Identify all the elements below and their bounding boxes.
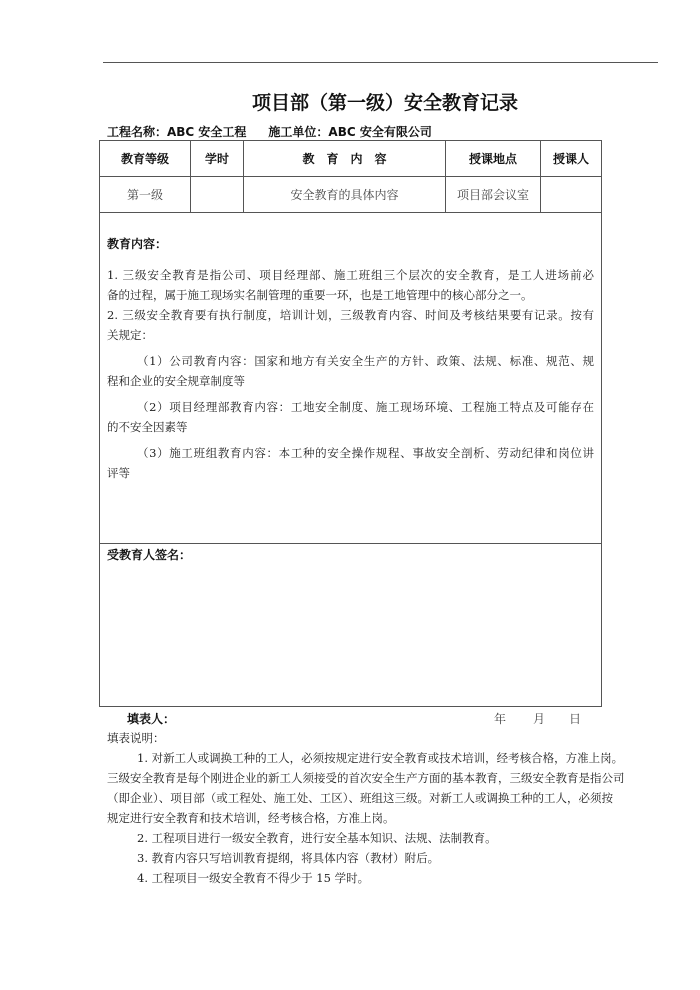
header-row [100,141,602,177]
note-line: 4. 工程项目一级安全教育不得少于 15 学时。 [137,871,370,885]
cell-level: 第一级 [100,177,191,213]
project-info [107,123,454,140]
note-line: 1. 对新工人或调换工种的工人，必须按规定进行安全教育或技术培训，经考核合格，方准上岗。 [137,751,624,765]
page-title: 项目部（第一级）安全教育记录 [251,92,518,114]
content-label: 教育内容： [107,237,168,251]
content-line: （1）公司教育内容：国家和地方有关安全生产的方针、政策、法规、标准、规范、规 [137,354,594,368]
signature-label: 受教育人签名： [107,548,192,562]
note-line: 三级安全教育是每个刚进企业的新工人须接受的首次安全生产方面的基本教育，三级安全教育是指公司 [107,771,625,785]
value-row [100,177,602,213]
content-line: 程和企业的安全规章制度等 [107,374,245,388]
signature-cell [100,544,602,707]
cell-location: 项目部会议室 [446,177,541,213]
contractor: 施工单位：ABC 安全有限公司 [268,125,432,139]
note-line: （即企业）、项目部（或工程处、施工处、工区）、班组这三级。对新工人或调换工种的工人，必须按 [107,791,613,805]
header-rule [103,62,658,63]
content-line: 备的过程，属于施工现场实名制管理的重要一环，也是工地管理中的核心部分之一。 [107,288,533,302]
header-level: 教育等级 [100,141,191,177]
note-line: 2. 工程项目进行一级安全教育，进行安全基本知识、法规、法制教育。 [137,831,497,845]
note-line: 3. 教育内容只写培训教育提纲，将具体内容（教材）附后。 [137,851,440,865]
header-location: 授课地点 [446,141,541,177]
content-line: （2）项目经理部教育内容：工地安全制度、施工现场环境、工程施工特点及可能存在 [137,400,594,414]
date-year: 年 [494,712,507,726]
cell-hours [191,177,244,213]
content-line: 评等 [107,466,130,480]
project-name: 工程名称：ABC 安全工程 [107,125,247,139]
header-instructor: 授课人 [541,141,602,177]
date-month: 月 [533,712,546,726]
cell-instructor [541,177,602,213]
content-text [107,265,594,483]
note-line: 规定进行安全教育和技术培训，经考核合格，方准上岗。 [107,811,395,825]
header-content: 教 育 内 容 [244,141,446,177]
instructions [107,728,625,888]
content-line: 的不安全因素等 [107,420,188,434]
notes-title: 填表说明： [107,731,165,745]
content-line: 1. 三级安全教育是指公司、项目经理部、施工班组三个层次的安全教育，是工人进场前必 [107,268,594,282]
signature-row [100,544,602,707]
filler-label: 填表人： [127,712,176,726]
cell-content: 安全教育的具体内容 [244,177,446,213]
education-record-table [99,140,602,707]
content-line: （3）施工班组教育内容：本工种的安全操作规程、事故安全剖析、劳动纪律和岗位讲 [137,446,594,460]
content-line: 关规定： [107,328,153,342]
content-cell [100,213,602,544]
content-row [100,213,602,544]
date-day: 日 [569,712,582,726]
content-line: 2. 三级安全教育要有执行制度，培训计划，三级教育内容、时间及考核结果要有记录。按有 [107,308,594,322]
header-hours: 学时 [191,141,244,177]
